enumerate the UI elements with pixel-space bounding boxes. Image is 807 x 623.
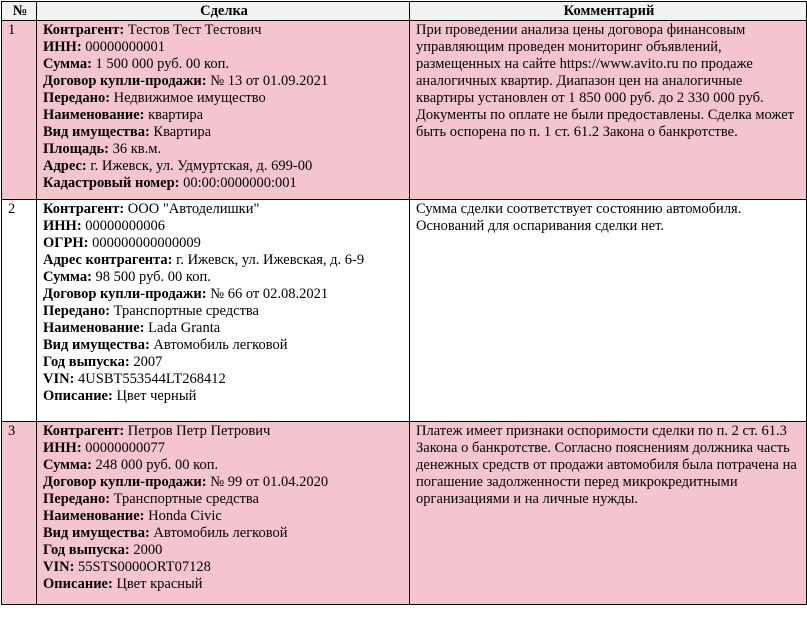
deal-field — [43, 107, 405, 124]
deal-field — [43, 218, 405, 235]
deal-field — [43, 201, 405, 218]
deal-field — [43, 320, 405, 337]
deal-field — [43, 39, 405, 56]
field-value: 36 кв.м. — [112, 141, 162, 157]
field-value: Цвет черный — [116, 388, 197, 404]
deal-field — [43, 124, 405, 141]
field-value: 00000000006 — [85, 218, 166, 234]
field-value: 00000000001 — [85, 39, 166, 55]
field-label: Кадастровый номер: — [43, 175, 180, 191]
field-label: Контрагент: — [43, 201, 125, 217]
deal-details — [37, 200, 410, 422]
field-value: квартира — [148, 107, 204, 123]
deal-field — [43, 269, 405, 286]
field-label: Передано: — [43, 90, 111, 106]
deal-field — [43, 286, 405, 303]
field-label: Сумма: — [43, 457, 92, 473]
deal-field — [43, 525, 405, 542]
deal-field — [43, 235, 405, 252]
deal-field — [43, 56, 405, 73]
field-value: 1 500 000 руб. 00 коп. — [95, 56, 229, 72]
deal-field — [43, 457, 405, 474]
header-comment: Комментарий — [410, 2, 807, 21]
table-row — [2, 422, 807, 605]
field-value: Цвет красный — [116, 576, 203, 592]
field-value: Тестов Тест Тестович — [127, 22, 262, 38]
field-label: ОГРН: — [43, 235, 89, 251]
table-row — [2, 21, 807, 200]
field-label: VIN: — [43, 371, 75, 387]
field-label: Договор купли-продажи: — [43, 73, 207, 89]
field-label: Сумма: — [43, 56, 92, 72]
header-number: № — [2, 2, 37, 21]
field-value: Квартира — [153, 124, 212, 140]
field-value: Недвижимое имущество — [113, 90, 266, 106]
field-label: Вид имущества: — [43, 124, 150, 140]
field-label: Описание: — [43, 388, 113, 404]
field-value: Автомобиль легковой — [153, 525, 288, 541]
field-label: Вид имущества: — [43, 525, 150, 541]
deal-field — [43, 576, 405, 593]
deal-comment: При проведении анализа цены договора финансовым управляющим проведен мониторинг объявлений, размещенных на сайте https://www.avito.ru по продаже аналогичных квартир. Диапазон цен на аналогичные квартиры установлен от 1 850 000 руб. до 2 330 000 руб. Документы по оплате не были предоставлены. Сделка может быть оспорена по п. 1 ст. 61.2 Закона о банкротстве. — [410, 21, 807, 200]
deal-field — [43, 508, 405, 525]
table-header-row — [2, 2, 807, 21]
deal-field — [43, 337, 405, 354]
deal-field — [43, 303, 405, 320]
row-number: 2 — [2, 200, 37, 422]
field-label: Год выпуска: — [43, 542, 130, 558]
field-value: Lada Granta — [148, 320, 221, 336]
field-label: Описание: — [43, 576, 113, 592]
deal-field — [43, 22, 405, 39]
field-value: 4USBT553544LT268412 — [78, 371, 226, 387]
deal-field — [43, 474, 405, 491]
deal-details — [37, 21, 410, 200]
field-label: Договор купли-продажи: — [43, 286, 207, 302]
field-value: Автомобиль легковой — [153, 337, 288, 353]
field-label: ИНН: — [43, 39, 82, 55]
field-value: г. Ижевск, ул. Удмуртская, д. 699-00 — [90, 158, 313, 174]
field-value: 00000000077 — [85, 440, 166, 456]
field-value: г. Ижевск, ул. Ижевская, д. 6-9 — [176, 252, 365, 268]
deal-field — [43, 491, 405, 508]
deal-field — [43, 371, 405, 388]
field-label: Передано: — [43, 491, 111, 507]
deal-field — [43, 141, 405, 158]
deal-field — [43, 440, 405, 457]
field-value: 98 500 руб. 00 коп. — [95, 269, 211, 285]
field-value: № 13 от 01.09.2021 — [210, 73, 329, 89]
field-label: Адрес: — [43, 158, 87, 174]
field-label: Сумма: — [43, 269, 92, 285]
field-value: Петров Петр Петрович — [127, 423, 271, 439]
field-label: Вид имущества: — [43, 337, 150, 353]
table-row — [2, 200, 807, 422]
deal-field — [43, 388, 405, 405]
deal-details — [37, 422, 410, 605]
deal-field — [43, 542, 405, 559]
field-value: 2000 — [133, 542, 163, 558]
field-value: Honda Civic — [148, 508, 222, 524]
field-label: Год выпуска: — [43, 354, 130, 370]
field-label: Адрес контрагента: — [43, 252, 173, 268]
field-value: 55STS0000ORT07128 — [78, 559, 211, 575]
row-number: 1 — [2, 21, 37, 200]
field-label: Площадь: — [43, 141, 109, 157]
field-value: 000000000000009 — [92, 235, 201, 251]
field-label: Наименование: — [43, 320, 145, 336]
deals-table — [1, 1, 807, 605]
deal-field — [43, 158, 405, 175]
field-label: ИНН: — [43, 218, 82, 234]
field-value: Транспортные средства — [113, 303, 259, 319]
deal-comment: Сумма сделки соответствует состоянию автомобиля. Оснований для оспаривания сделки нет. — [410, 200, 807, 422]
deal-comment: Платеж имеет признаки оспоримости сделки по п. 2 ст. 61.3 Закона о банкротстве. Согласно пояснениям должника часть денежных средств от продажи автомобиля была потрачена на погашение задолженности перед микрокредитными организациями и на личные нужды. — [410, 422, 807, 605]
deal-field — [43, 90, 405, 107]
field-label: Контрагент: — [43, 22, 125, 38]
field-value: 00:00:0000000:001 — [183, 175, 297, 191]
deal-field — [43, 354, 405, 371]
deal-field — [43, 73, 405, 90]
field-label: Контрагент: — [43, 423, 125, 439]
deal-field — [43, 559, 405, 576]
field-value: ООО "Автоделишки" — [127, 201, 260, 217]
field-label: Наименование: — [43, 107, 145, 123]
field-label: ИНН: — [43, 440, 82, 456]
header-deal: Сделка — [37, 2, 410, 21]
deal-field — [43, 175, 405, 192]
field-value: 2007 — [133, 354, 163, 370]
field-value: № 66 от 02.08.2021 — [210, 286, 329, 302]
deal-field — [43, 252, 405, 269]
row-number: 3 — [2, 422, 37, 605]
field-label: VIN: — [43, 559, 75, 575]
field-label: Договор купли-продажи: — [43, 474, 207, 490]
field-value: № 99 от 01.04.2020 — [210, 474, 329, 490]
field-label: Передано: — [43, 303, 111, 319]
deal-field — [43, 423, 405, 440]
field-value: Транспортные средства — [113, 491, 259, 507]
field-value: 248 000 руб. 00 коп. — [95, 457, 219, 473]
field-label: Наименование: — [43, 508, 145, 524]
